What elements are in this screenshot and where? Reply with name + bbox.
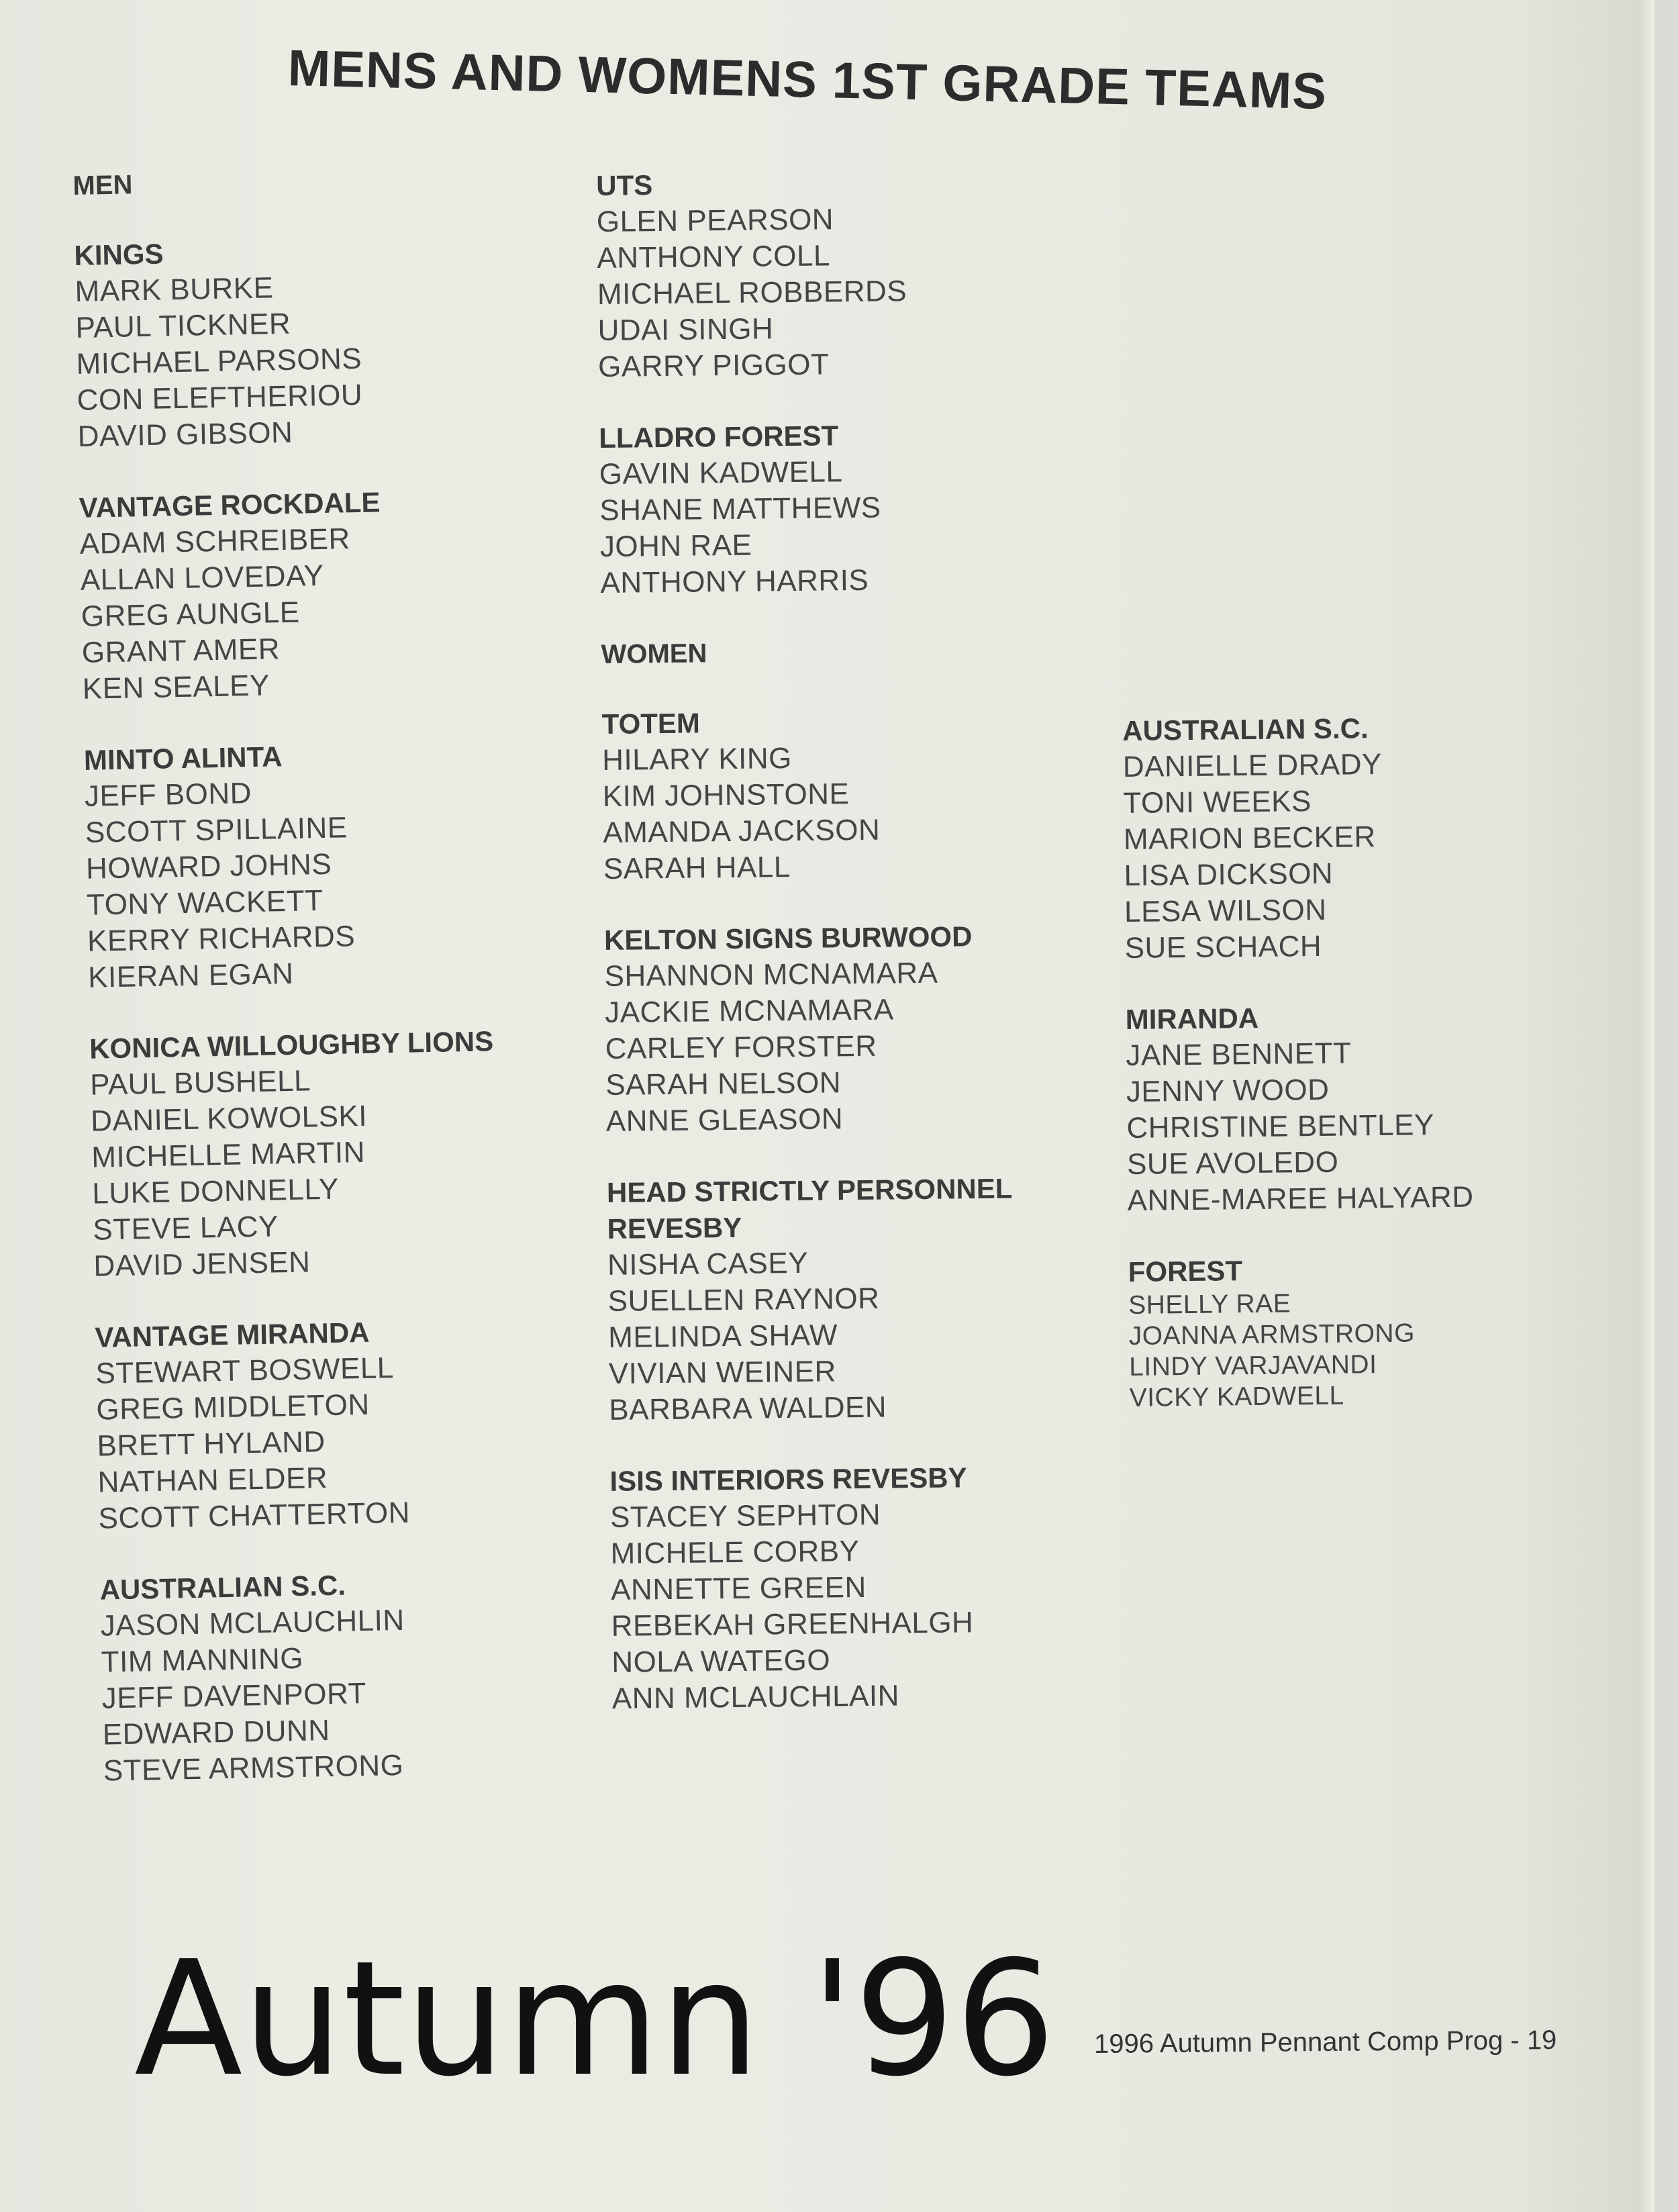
team-block (74, 228, 588, 455)
player-name: KIERAN EGAN (87, 957, 294, 994)
team-block (609, 1458, 1122, 1717)
column-middle (596, 162, 1123, 1752)
player-name: MICHELE CORBY (610, 1535, 860, 1570)
player-name: ALLAN LOVEDAY (80, 559, 324, 597)
player-name: DANIELLE DRADY (1122, 747, 1383, 783)
player-name: JENNY WOOD (1126, 1073, 1330, 1108)
page-footer: 1996 Autumn Pennant Comp Prog - 19 (1093, 2025, 1557, 2060)
player-name: STEVE ARMSTRONG (103, 1748, 404, 1788)
player-name: MARK BURKE (75, 271, 274, 308)
player-name: DAVID GIBSON (77, 416, 293, 453)
team-name: AUSTRALIAN S.C. (99, 1569, 346, 1606)
team-block (596, 162, 1108, 385)
player-name: JEFF DAVENPORT (101, 1677, 367, 1715)
team-name: KELTON SIGNS BURWOOD (603, 920, 973, 956)
team-name: FOREST (1128, 1255, 1243, 1288)
player-name: ADAM SCHREIBER (79, 522, 351, 561)
player-name: MARION BECKER (1123, 820, 1376, 856)
player-name: UDAI SINGH (597, 312, 774, 347)
team-name: VANTAGE ROCKDALE (79, 486, 381, 524)
player-name: ANNETTE GREEN (610, 1570, 867, 1606)
player-name: NATHAN ELDER (97, 1461, 328, 1499)
team-block (83, 732, 598, 996)
player-name: MICHAEL ROBBERDS (597, 275, 907, 311)
player-name: CON ELEFTHERIOU (77, 378, 363, 417)
player-name: DANIEL KOWOLSKI (90, 1099, 368, 1138)
men-section-label: MEN (72, 170, 133, 201)
player-name: SARAH NELSON (605, 1066, 842, 1102)
player-name: SUE SCHACH (1124, 929, 1322, 965)
player-name: STEVE LACY (92, 1210, 279, 1247)
player-name: CHRISTINE BENTLEY (1126, 1108, 1435, 1145)
player-name: EDWARD DUNN (102, 1714, 330, 1751)
team-name: MINTO ALINTA (83, 740, 283, 776)
team-name: KINGS (74, 238, 164, 271)
team-name: HEAD STRICTLY PERSONNEL (606, 1172, 1013, 1208)
player-name: SHANNON MCNAMARA (604, 956, 938, 993)
player-name: ANNE-MAREE HALYARD (1127, 1180, 1474, 1217)
player-name: GARRY PIGGOT (597, 348, 830, 383)
player-name: SUE AVOLEDO (1126, 1145, 1339, 1181)
team-name: KONICA WILLOUGHBY LIONS (89, 1025, 494, 1065)
player-name: KEN SEALEY (82, 669, 270, 706)
player-name: SHANE MATTHEWS (599, 491, 881, 527)
team-block (95, 1310, 609, 1537)
team-block (99, 1562, 613, 1790)
team-block (1122, 708, 1635, 967)
player-name: KIM JOHNSTONE (602, 777, 850, 813)
column-women-right (1122, 708, 1640, 1449)
player-name: SUELLEN RAYNOR (607, 1282, 880, 1318)
season-stamp: Autumn '96 (134, 1927, 1056, 2111)
player-name: JASON MCLAUCHLIN (100, 1603, 405, 1643)
player-name: HOWARD JOHNS (85, 847, 332, 885)
team-name: ISIS INTERIORS REVESBY (609, 1461, 967, 1497)
page-edge (1638, 0, 1655, 2212)
player-name: SARAH HALL (603, 851, 791, 885)
player-name: CARLEY FORSTER (605, 1029, 877, 1065)
player-name: ANN MCLAUCHLAIN (611, 1679, 900, 1715)
player-name: JOHN RAE (599, 528, 752, 563)
team-block (89, 1021, 604, 1285)
men-team-list-left (74, 228, 613, 1789)
team-name: UTS (596, 169, 653, 201)
women-section-label: WOMEN (601, 638, 707, 669)
women-team-list-middle (601, 701, 1122, 1717)
player-name: JOANNA ARMSTRONG (1128, 1318, 1416, 1351)
player-name: REBEKAH GREENHALGH (611, 1606, 974, 1643)
player-name: SHELLY RAE (1128, 1289, 1291, 1320)
player-name: STACEY SEPHTON (609, 1498, 881, 1534)
player-name: MICHAEL PARSONS (76, 342, 362, 381)
player-name: LISA DICKSON (1124, 857, 1334, 892)
team-name-line2: REVESBY (607, 1211, 742, 1245)
column-men-left (72, 158, 614, 1824)
player-name: NISHA CASEY (607, 1246, 809, 1282)
team-block (601, 701, 1114, 887)
men-team-list-middle (596, 162, 1111, 602)
player-name: GAVIN KADWELL (599, 455, 843, 491)
player-name: GRANT AMER (81, 632, 281, 669)
player-name: SCOTT CHATTERTON (98, 1496, 411, 1535)
player-name: VIVIAN WEINER (608, 1355, 837, 1390)
player-name: VICKY KADWELL (1129, 1381, 1344, 1412)
team-block (599, 415, 1111, 602)
team-block (607, 1169, 1120, 1429)
women-team-list-right (1122, 708, 1640, 1414)
team-block (1128, 1249, 1639, 1414)
player-name: ANNE GLEASON (605, 1102, 844, 1138)
player-name: GREG AUNGLE (81, 595, 301, 633)
player-name: JACKIE MCNAMARA (604, 993, 894, 1029)
team-name: TOTEM (601, 707, 701, 740)
player-name: JEFF BOND (84, 777, 252, 813)
player-name: TONY WACKETT (86, 884, 324, 922)
player-name: BRETT HYLAND (97, 1425, 326, 1463)
player-name: DAVID JENSEN (93, 1245, 311, 1283)
player-name: STEWART BOSWELL (95, 1351, 395, 1390)
player-name: ANTHONY HARRIS (600, 563, 869, 599)
player-name: HILARY KING (601, 741, 793, 777)
player-name: LINDY VARJAVANDI (1128, 1350, 1377, 1382)
player-name: TIM MANNING (101, 1641, 304, 1679)
player-name: GLEN PEARSON (596, 203, 834, 238)
page-title: MENS AND WOMENS 1ST GRADE TEAMS (287, 39, 1328, 121)
player-name: AMANDA JACKSON (603, 813, 881, 849)
team-name: LLADRO FOREST (598, 420, 839, 454)
player-name: PAUL BUSHELL (89, 1064, 311, 1102)
player-name: NOLA WATEGO (611, 1643, 831, 1679)
team-block (604, 917, 1116, 1140)
player-name: ANTHONY COLL (597, 239, 831, 275)
team-name: AUSTRALIAN S.C. (1122, 712, 1369, 747)
player-name: JANE BENNETT (1126, 1037, 1352, 1072)
team-name: MIRANDA (1125, 1002, 1259, 1035)
player-name: TONI WEEKS (1123, 785, 1312, 820)
team-name: VANTAGE MIRANDA (95, 1316, 370, 1353)
player-name: PAUL TICKNER (75, 307, 291, 344)
player-name: LESA WILSON (1124, 893, 1327, 928)
team-block (79, 480, 593, 708)
player-name: BARBARA WALDEN (609, 1390, 887, 1427)
player-name: KERRY RICHARDS (87, 920, 356, 958)
player-name: GREG MIDDLETON (96, 1388, 371, 1427)
team-block (1126, 996, 1638, 1219)
player-name: LUKE DONNELLY (91, 1172, 340, 1210)
player-name: MICHELLE MARTIN (91, 1135, 366, 1174)
player-name: SCOTT SPILLAINE (85, 811, 348, 849)
player-name: MELINDA SHAW (607, 1318, 838, 1354)
